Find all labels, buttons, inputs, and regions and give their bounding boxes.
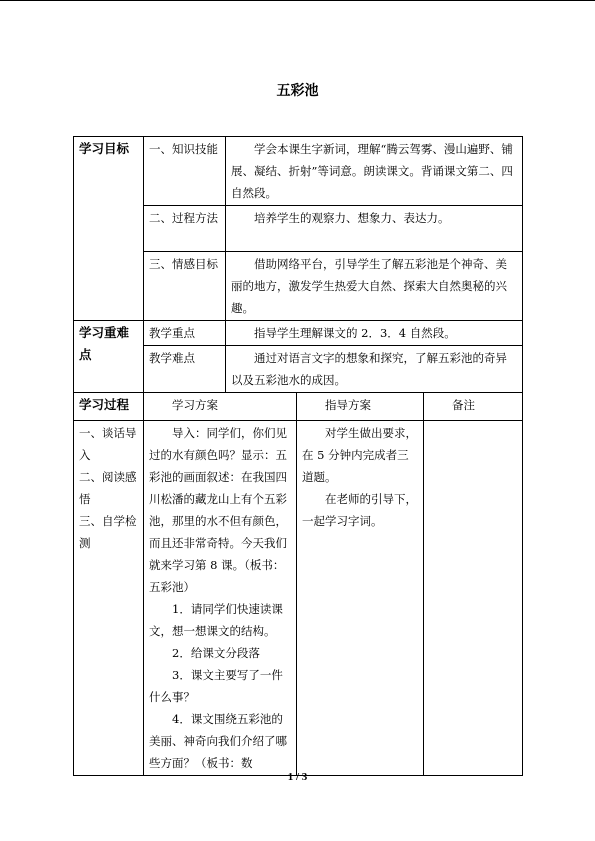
lesson-plan-table (73, 136, 523, 776)
keypoint-label-difficulty: 教学难点 (144, 346, 226, 393)
keypoint-label-focus: 教学重点 (144, 321, 226, 346)
step-intro: 一、谈话导入 (79, 426, 137, 462)
goals-header: 学习目标 (74, 137, 144, 321)
col-plan-header: 学习方案 (144, 393, 297, 421)
note-cell (424, 421, 523, 776)
process-header: 学习过程 (74, 393, 144, 421)
goal-text-process: 培养学生的观察力、想象力、表达力。 (226, 206, 523, 252)
goal-row-knowledge (74, 137, 523, 206)
process-body-row (74, 421, 523, 776)
page-number: 1 / 3 (287, 771, 308, 783)
col-guide-header: 指导方案 (297, 393, 424, 421)
goal-text-emotion: 借助网络平台，引导学生了解五彩池是个神奇、美丽的地方，激发学生热爱大自然、探索大自然奥秘的兴趣。 (226, 252, 523, 321)
top-rule (0, 0, 595, 1)
plan-paragraph: 2．给课文分段落 (172, 646, 260, 660)
step-self-check: 三、自学检测 (79, 514, 137, 550)
plan-paragraph: 4．课文围绕五彩池的美丽、神奇向我们介绍了哪些方面？（板书：数 (149, 712, 287, 770)
keypoint-row-focus (74, 321, 523, 346)
guide-paragraph: 在老师的引导下，一起学习字词。 (302, 492, 417, 528)
step-reading: 二、阅读感悟 (79, 470, 137, 506)
process-steps-cell (74, 421, 144, 776)
keypoints-header: 学习重难点 (74, 321, 144, 393)
goal-label-emotion: 三、情感目标 (144, 252, 226, 321)
col-note-header: 备注 (424, 393, 523, 421)
plan-cell (144, 421, 297, 776)
plan-paragraph: 1．请同学们快速读课文，想一想课文的结构。 (149, 602, 283, 638)
goal-label-knowledge: 一、知识技能 (144, 137, 226, 206)
keypoint-text-difficulty: 通过对语言文字的想象和探究，了解五彩池的奇异以及五彩池水的成因。 (226, 346, 523, 393)
guide-cell (297, 421, 424, 776)
process-header-row (74, 393, 523, 421)
plan-paragraph: 导入：同学们，你们见过的水有颜色吗？显示：五彩池的画面叙述：在我国四川松潘的藏龙山上有个五彩池，那里的水不但有颜色，而且还非常奇特。今天我们就来学习第 8 课。（板书：五彩池） (149, 426, 287, 594)
goal-label-process: 二、过程方法 (144, 206, 226, 252)
page-title: 五彩池 (276, 83, 319, 99)
guide-paragraph: 对学生做出要求，在 5 分钟内完成者三道题。 (302, 426, 417, 484)
plan-paragraph: 3．课文主要写了一件什么事？ (149, 668, 283, 704)
goal-text-knowledge: 学会本课生字新词，理解“腾云驾雾、漫山遍野、铺展、凝结、折射”等词意。朗读课文。背诵课文第二、四自然段。 (226, 137, 523, 206)
keypoint-text-focus: 指导学生理解课文的 2．3．4 自然段。 (226, 321, 523, 346)
